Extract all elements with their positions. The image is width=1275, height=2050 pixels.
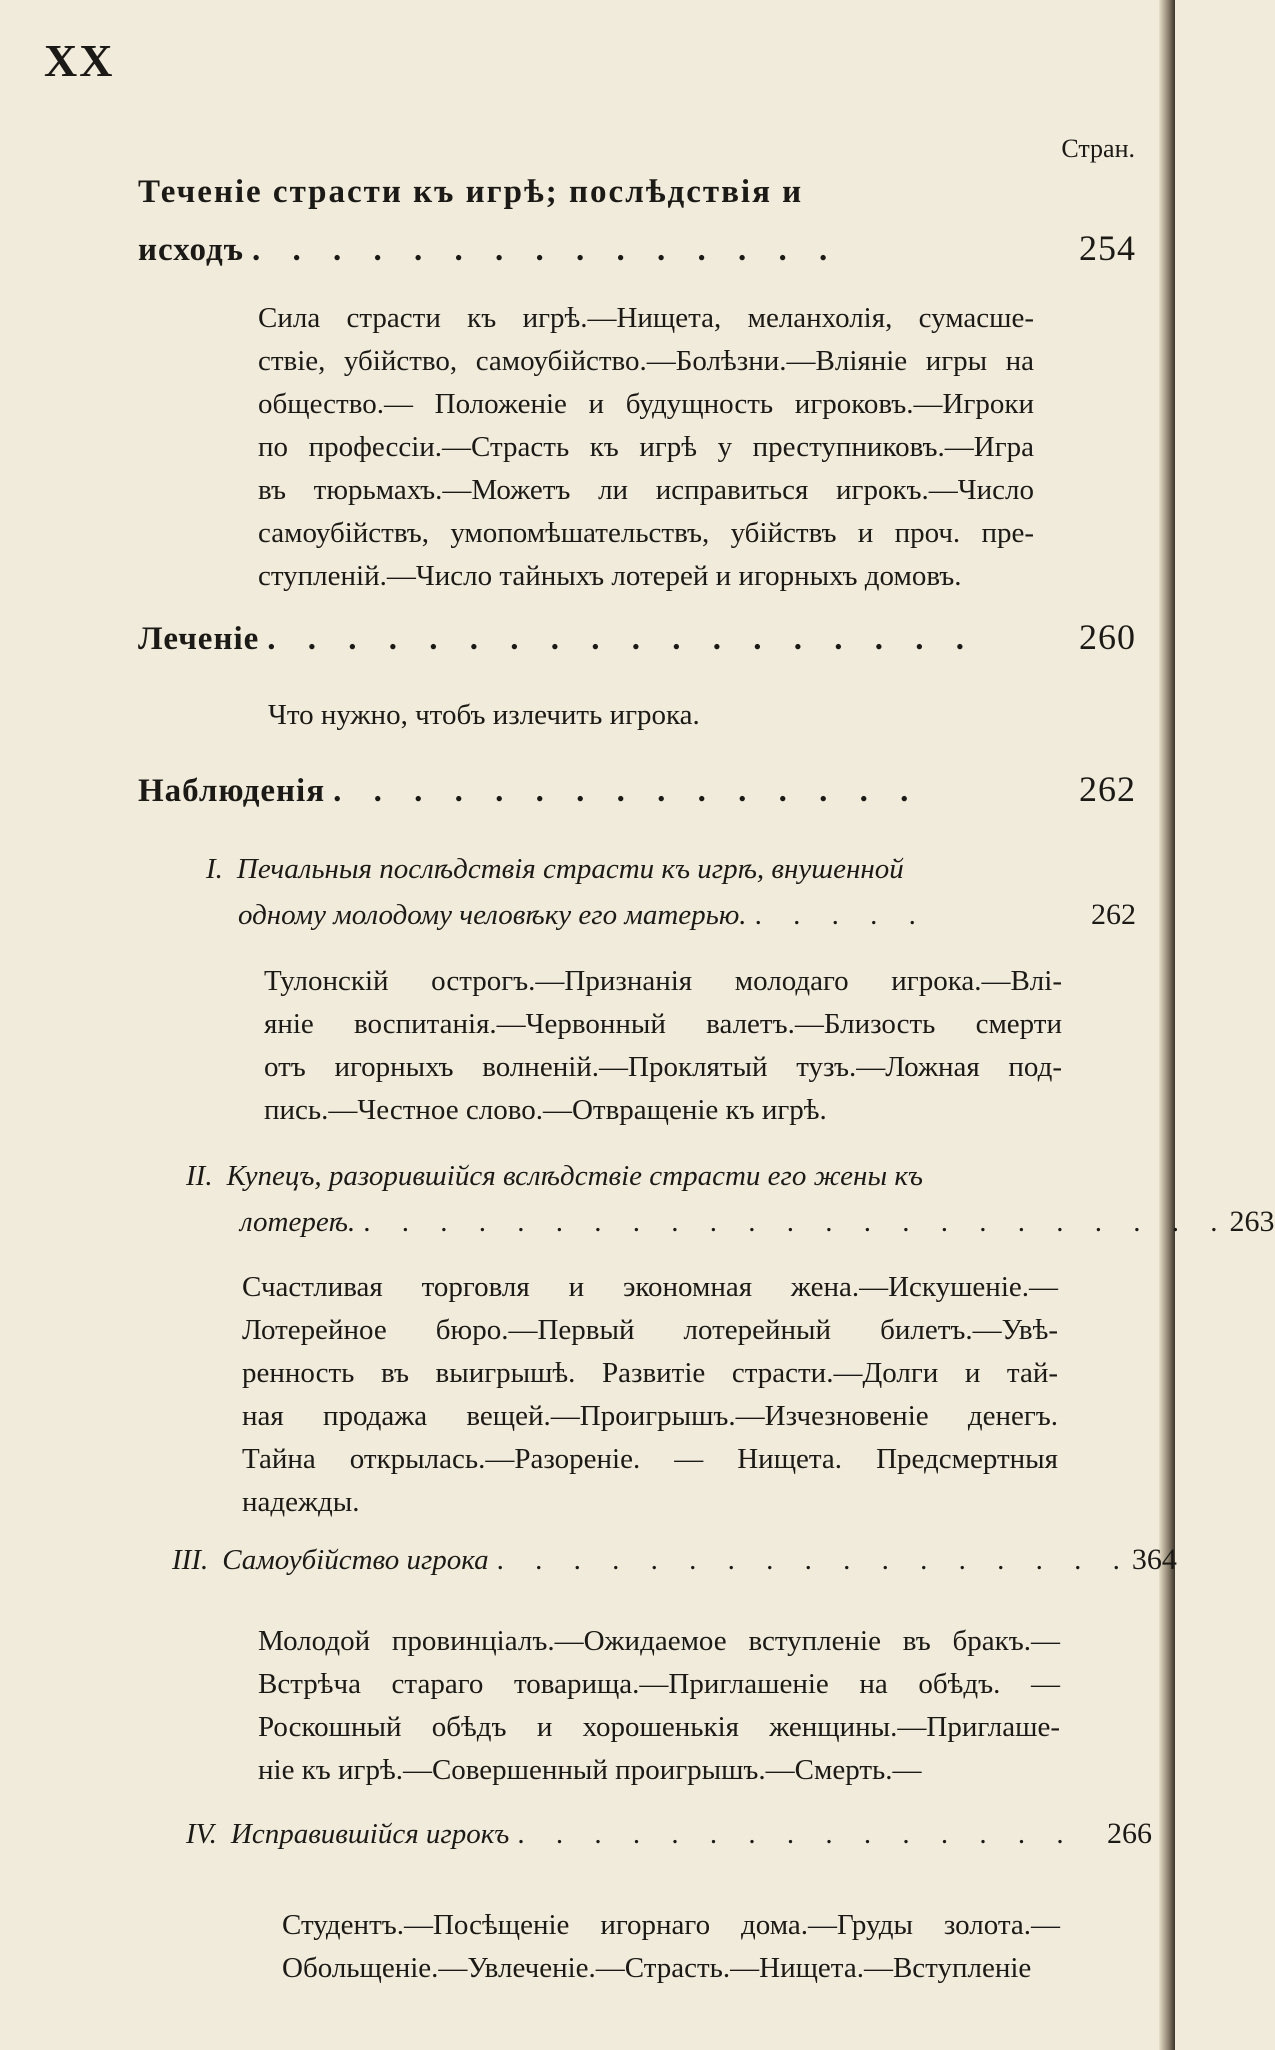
- summary-line: Студентъ.—Посѣщеніе игорнаго дома.—Груды золота.—: [282, 1909, 1060, 1941]
- observation-2: [186, 1153, 1275, 1245]
- observation-summary: [258, 1620, 1060, 1792]
- observation-title-row: [186, 1811, 1152, 1857]
- page-number: 364: [1131, 1543, 1177, 1576]
- page-number: 260: [1079, 617, 1136, 657]
- observation-4: [186, 1811, 1152, 1857]
- summary-line: самоубійствъ, умопомѣшательствъ, убійствъ и проч. пре-: [258, 517, 1034, 549]
- observation-title: Самоубійство игрока: [222, 1544, 489, 1576]
- toc-entry-section-1: [138, 164, 1136, 278]
- summary-line: Молодой провинціалъ.—Ожидаемое вступленіе въ бракъ.—: [258, 1625, 1060, 1657]
- summary-line: пись.—Честное слово.—Отвращеніе къ игрѣ.: [264, 1094, 827, 1126]
- observation-title-line2: [206, 892, 1136, 938]
- observation-1: [206, 846, 1136, 938]
- section-title-line2: исходъ: [138, 232, 244, 268]
- observation-title-line2: [186, 1199, 1275, 1245]
- observation-title: Купецъ, разорившійся вслѣдствіе страсти его жены къ: [226, 1160, 923, 1192]
- summary-line: ная продажа вещей.—Проигрышъ.—Изчезновеніе денегъ.: [242, 1400, 1058, 1432]
- summary-line: Счастливая торговля и экономная жена.—Искушеніе.—: [242, 1271, 1058, 1303]
- observation-title: Печальныя послѣдствія страсти къ игрѣ, внушенной: [236, 853, 904, 885]
- page-number: 262: [1079, 769, 1136, 809]
- dot-leader: . . . . .: [754, 899, 928, 931]
- summary-line: ступленій.—Число тайныхъ лотерей и игорныхъ домовъ.: [258, 560, 962, 592]
- dot-leader: . . . . . . . . . . . . . . . . . .: [267, 621, 977, 657]
- summary-line: Тулонскій острогъ.—Признанія молодаго игрока.—Влі-: [264, 965, 1062, 997]
- observation-title-row: [172, 1537, 1177, 1583]
- summary-line: Роскошный обѣдъ и хорошенькія женщины.—Приглаше-: [258, 1711, 1060, 1743]
- dot-leader: . . . . . . . . . . . . . . .: [251, 232, 840, 268]
- summary-line: надежды.: [242, 1486, 360, 1518]
- toc-entry-section-3: [138, 761, 1136, 819]
- column-label: Стран.: [1061, 134, 1135, 163]
- summary-line: Что нужно, чтобъ излечить игрока.: [268, 699, 700, 731]
- observation-title-cont: лотереѣ.: [240, 1206, 356, 1238]
- observation-number: I.: [206, 853, 223, 885]
- section-summary: [268, 694, 828, 737]
- observation-number: IV.: [186, 1818, 217, 1850]
- observation-summary: [242, 1266, 1058, 1524]
- observation-title: Исправившійся игрокъ: [230, 1818, 510, 1850]
- dot-leader: . . . . . . . . . . . . . . .: [333, 773, 921, 809]
- page-edge: [1159, 0, 1175, 2050]
- toc-entry-section-2: [138, 609, 1136, 667]
- observation-3: [172, 1537, 1177, 1583]
- dot-leader: . . . . . . . . . . . . . . .: [517, 1818, 1076, 1850]
- observation-number: III.: [172, 1544, 209, 1576]
- page-number: 254: [1079, 228, 1136, 268]
- dot-leader: . . . . . . . . . . . . . . . . . . . . . . .: [363, 1206, 1230, 1238]
- section-title-row: [138, 220, 1136, 278]
- section-title-row: [138, 609, 1136, 667]
- summary-line: яніе воспитанія.—Червонный валетъ.—Близость смерти: [264, 1008, 1062, 1040]
- summary-line: Встрѣча стараго товарища.—Приглашеніе на обѣдъ. —: [258, 1668, 1060, 1700]
- page-number-roman: XX: [44, 35, 115, 86]
- section-summary: [258, 297, 1034, 598]
- summary-line: Тайна открылась.—Разореніе. — Нищета. Предсмертныя: [242, 1443, 1058, 1475]
- observation-title-line1: [206, 846, 1136, 892]
- section-title-row: [138, 761, 1136, 819]
- section-title: Наблюденія: [138, 773, 326, 809]
- summary-line: по профессіи.—Страсть къ игрѣ у преступниковъ.—Игра: [258, 431, 1034, 463]
- summary-line: въ тюрьмахъ.—Можетъ ли исправиться игрокъ.—Число: [258, 474, 1034, 506]
- summary-line: ствіе, убійство, самоубійство.—Болѣзни.—Вліяніе игры на: [258, 345, 1034, 377]
- page-number: 262: [1091, 898, 1136, 931]
- summary-line: Сила страсти къ игрѣ.—Нищета, меланхолія, сумасше-: [258, 302, 1034, 334]
- summary-line: Лотерейное бюро.—Первый лотерейный билетъ.—Увѣ-: [242, 1314, 1058, 1346]
- summary-line: отъ игорныхъ волненій.—Проклятый тузъ.—Ложная под-: [264, 1051, 1062, 1083]
- observation-number: II.: [186, 1160, 213, 1192]
- observation-summary: [282, 1904, 1060, 1990]
- page-number: 266: [1107, 1817, 1152, 1850]
- observation-title-line1: [186, 1153, 1141, 1199]
- observation-summary: [264, 960, 1062, 1132]
- summary-line: ренность въ выигрышѣ. Развитіе страсти.—Долги и тай-: [242, 1357, 1058, 1389]
- section-title-line1: Теченіе страсти къ игрѣ; послѣдствія и: [138, 174, 804, 210]
- observation-title-cont: одному молодому человѣку его матерью.: [238, 899, 747, 931]
- summary-line: ніе къ игрѣ.—Совершенный проигрышъ.—Смерть.—: [258, 1754, 922, 1786]
- dot-leader: . . . . . . . . . . . . . . . . .: [496, 1544, 1132, 1576]
- summary-line: общество.— Положеніе и будущность игроковъ.—Игроки: [258, 388, 1034, 420]
- page-number: 263: [1229, 1205, 1275, 1238]
- summary-line: Обольщеніе.—Увлеченіе.—Страсть.—Нищета.—Вступленіе: [282, 1952, 1032, 1984]
- section-title: Леченіе: [138, 621, 260, 657]
